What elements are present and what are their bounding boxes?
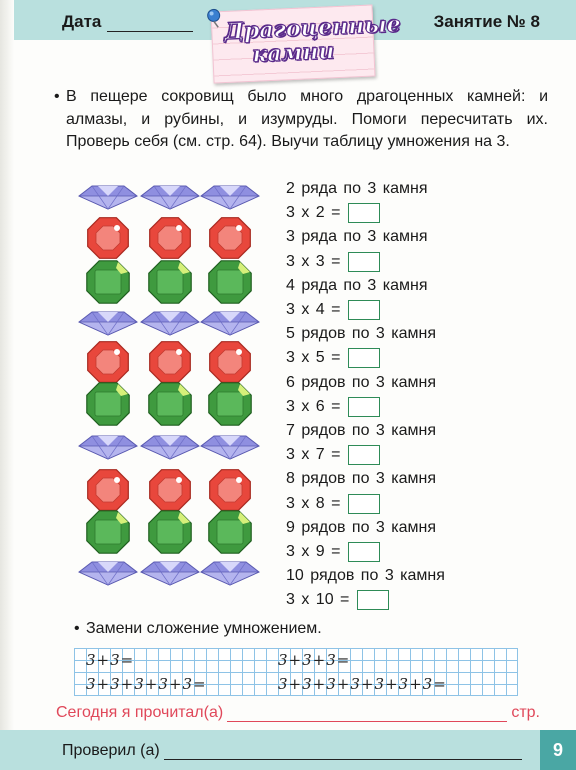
emerald-gem-icon xyxy=(87,383,129,425)
task-description xyxy=(286,467,546,491)
addition-expression: 3+3= xyxy=(86,651,135,669)
multiplication-expression: 3 x 10 = xyxy=(286,591,350,609)
diamond-gem-icon xyxy=(201,312,259,335)
task-description xyxy=(286,371,546,395)
reading-log xyxy=(56,704,540,722)
task-description xyxy=(286,225,546,249)
answer-box[interactable] xyxy=(348,542,380,562)
diamond-gem-icon xyxy=(79,186,137,209)
task-description-text: 10 рядов по 3 камня xyxy=(286,567,445,585)
bullet-icon: • xyxy=(74,620,80,637)
answer-box[interactable] xyxy=(348,397,380,417)
ruby-gem-icon xyxy=(88,470,129,511)
intro-text: В пещере сокровищ было много драгоценных камней: и алмазы, и рубины, и изумруды. Помоги пересчитать их. Проверь себя (см. стр. 64). Выучи таблицу умножения на 3. xyxy=(66,88,548,150)
date-label: Дата xyxy=(62,12,102,31)
ruby-gem-icon xyxy=(88,342,129,383)
multiplication-row xyxy=(286,491,546,515)
page-title: Драгоценные камни xyxy=(223,11,402,68)
task-description xyxy=(286,177,546,201)
pages-suffix: стр. xyxy=(511,704,540,721)
task-2-text: Замени сложение умножением. xyxy=(86,620,322,637)
answer-box[interactable] xyxy=(348,300,380,320)
multiplication-row xyxy=(286,201,546,225)
multiplication-row xyxy=(286,250,546,274)
checked-by xyxy=(62,742,522,760)
ruby-gem-icon xyxy=(150,342,191,383)
addition-expression: 3+3+3+3+3= xyxy=(86,675,207,693)
task-description-text: 6 рядов по 3 камня xyxy=(286,373,437,391)
reading-label: Сегодня я прочитал(а) xyxy=(56,704,224,721)
task-description-text: 8 рядов по 3 камня xyxy=(286,470,437,488)
task-description xyxy=(286,419,546,443)
diamond-gem-icon xyxy=(201,436,259,459)
ruby-gem-icon xyxy=(150,470,191,511)
diamond-gem-icon xyxy=(141,436,199,459)
multiplication-expression: 3 x 7 = xyxy=(286,446,341,464)
page-number: 9 xyxy=(540,730,576,770)
answer-box[interactable] xyxy=(348,348,380,368)
multiplication-expression: 3 x 6 = xyxy=(286,397,341,415)
emerald-gem-icon xyxy=(87,261,129,303)
diamond-gem-icon xyxy=(201,562,259,585)
ruby-gem-icon xyxy=(210,470,251,511)
multiplication-row xyxy=(286,588,546,612)
diamond-gem-icon xyxy=(141,186,199,209)
multiplication-row xyxy=(286,540,546,564)
multiplication-expression: 3 x 8 = xyxy=(286,494,341,512)
multiplication-expression: 3 x 9 = xyxy=(286,542,341,560)
diamond-gem-icon xyxy=(141,312,199,335)
multiplication-expression: 3 x 2 = xyxy=(286,204,341,222)
task-description-text: 9 рядов по 3 камня xyxy=(286,518,437,536)
answer-box[interactable] xyxy=(348,252,380,272)
checked-signature-line[interactable] xyxy=(164,744,522,760)
task-description xyxy=(286,322,546,346)
ruby-gem-icon xyxy=(150,218,191,259)
date-field[interactable] xyxy=(62,12,193,32)
multiplication-expression: 3 x 3 = xyxy=(286,252,341,270)
pages-read-line[interactable] xyxy=(227,706,507,722)
answer-box[interactable] xyxy=(348,494,380,514)
multiplication-row xyxy=(286,346,546,370)
gem-grid xyxy=(78,182,262,602)
task-description xyxy=(286,516,546,540)
multiplication-expression: 3 x 5 = xyxy=(286,349,341,367)
ruby-gem-icon xyxy=(210,342,251,383)
ruby-gem-icon xyxy=(88,218,129,259)
emerald-gem-icon xyxy=(209,511,251,553)
addition-expression: 3+3+3+3+3+3+3= xyxy=(278,675,447,693)
diamond-gem-icon xyxy=(79,562,137,585)
task-description-text: 4 ряда по 3 камня xyxy=(286,276,428,294)
task-description-text: 7 рядов по 3 камня xyxy=(286,421,437,439)
task-list xyxy=(286,177,546,612)
emerald-gem-icon xyxy=(209,383,251,425)
emerald-gem-icon xyxy=(149,261,191,303)
answer-box[interactable] xyxy=(348,203,380,223)
task-description xyxy=(286,274,546,298)
task-2 xyxy=(74,620,322,638)
diamond-gem-icon xyxy=(79,312,137,335)
answer-box[interactable] xyxy=(348,445,380,465)
task-description-text: 3 ряда по 3 камня xyxy=(286,228,428,246)
diamond-gem-icon xyxy=(201,186,259,209)
ruby-gem-icon xyxy=(210,218,251,259)
emerald-gem-icon xyxy=(149,511,191,553)
lesson-number: Занятие № 8 xyxy=(433,12,540,31)
diamond-gem-icon xyxy=(79,436,137,459)
squared-writing-grid[interactable] xyxy=(74,648,518,696)
task-description-text: 2 ряда по 3 камня xyxy=(286,180,428,198)
multiplication-row xyxy=(286,298,546,322)
title-note xyxy=(211,5,402,84)
date-line[interactable] xyxy=(107,16,193,32)
bullet-icon: • xyxy=(54,88,60,105)
diamond-gem-icon xyxy=(141,562,199,585)
task-instructions xyxy=(54,86,548,154)
addition-expression: 3+3+3= xyxy=(278,651,351,669)
emerald-gem-icon xyxy=(149,383,191,425)
page-gutter xyxy=(0,0,14,770)
checked-label: Проверил (а) xyxy=(62,742,160,759)
multiplication-row xyxy=(286,395,546,419)
multiplication-expression: 3 x 4 = xyxy=(286,301,341,319)
emerald-gem-icon xyxy=(87,511,129,553)
task-description xyxy=(286,564,546,588)
multiplication-row xyxy=(286,443,546,467)
task-description-text: 5 рядов по 3 камня xyxy=(286,325,437,343)
answer-box[interactable] xyxy=(357,590,389,610)
emerald-gem-icon xyxy=(209,261,251,303)
